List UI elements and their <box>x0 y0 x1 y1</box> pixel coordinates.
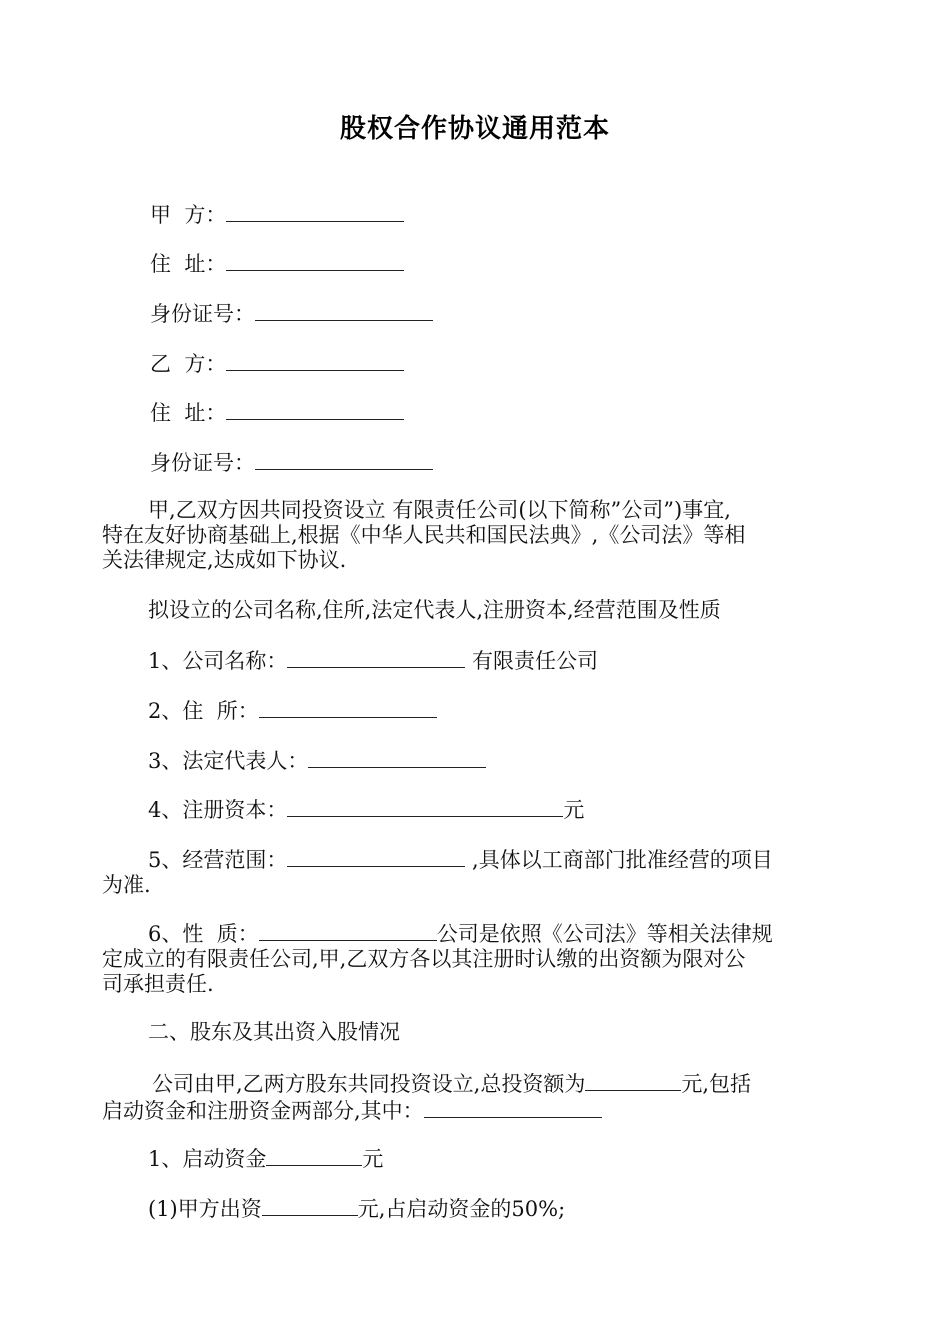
item-4-line <box>148 796 584 823</box>
item-4-blank <box>287 796 563 817</box>
party-b-line <box>150 350 404 377</box>
item-5-suffix: ,具体以工商部门批准经营的项目 <box>465 848 773 872</box>
party-b-label: 乙 方： <box>150 352 227 376</box>
party-a-line <box>150 201 404 228</box>
party-b-blank <box>226 350 404 371</box>
intro-line-2: 特在友好协商基础上,根据《中华人民共和国民法典》,《公司法》等相 <box>102 523 746 547</box>
party-b-address-blank <box>226 399 404 420</box>
item-5-line-2: 为准. <box>102 873 151 897</box>
total-investment-blank <box>585 1070 681 1091</box>
item-6-label: 6、性 质： <box>148 922 259 946</box>
investment-line-2 <box>102 1097 862 1124</box>
party-a-address-blank <box>226 250 404 271</box>
intro-paragraph <box>102 498 862 573</box>
party-a-id-label: 身份证号： <box>150 302 255 326</box>
party-b-id-line <box>150 449 433 476</box>
item-1-label: 1、公司名称： <box>148 649 288 673</box>
party-b-id-blank <box>255 449 433 470</box>
item-3-label: 3、法定代表人： <box>148 749 309 773</box>
party-a-label: 甲 方： <box>150 203 227 227</box>
item-4-label: 4、注册资本： <box>148 798 288 822</box>
item-5-line-1 <box>102 846 862 873</box>
item-2-line <box>148 697 437 724</box>
startup-funds-label: 1、启动资金 <box>148 1147 267 1171</box>
party-a-contribution-suffix: 元,占启动资金的50%; <box>357 1197 566 1221</box>
investment-line-1-b: 元,包括 <box>681 1072 752 1096</box>
item-1-line <box>148 647 598 674</box>
party-a-contribution-blank <box>262 1195 358 1216</box>
party-a-address-label: 住 址： <box>150 252 227 276</box>
investment-paragraph <box>102 1070 862 1124</box>
item-6-blank <box>259 920 437 941</box>
startup-funds-line <box>148 1145 383 1172</box>
startup-funds-suffix: 元 <box>362 1147 384 1171</box>
section-1-heading: 拟设立的公司名称,住所,法定代表人,注册资本,经营范围及性质 <box>148 598 721 622</box>
intro-line-3: 关法律规定,达成如下协议. <box>102 548 347 572</box>
item-3-blank <box>308 747 486 768</box>
document-title: 股权合作协议通用范本 <box>339 114 610 144</box>
party-b-address-label: 住 址： <box>150 401 227 425</box>
item-5-paragraph <box>102 846 862 898</box>
investment-line-2-text: 启动资金和注册资金两部分,其中： <box>102 1099 424 1123</box>
startup-funds-blank <box>266 1145 362 1166</box>
item-5-blank <box>287 846 465 867</box>
item-1-suffix: 有限责任公司 <box>465 649 599 673</box>
investment-line-1 <box>102 1070 862 1097</box>
item-3-line <box>148 747 486 774</box>
investment-detail-blank <box>424 1097 602 1118</box>
party-b-address-line <box>150 399 404 426</box>
item-1-blank <box>287 647 465 668</box>
item-6-paragraph <box>102 920 862 997</box>
item-4-suffix: 元 <box>563 798 585 822</box>
item-6-line-2: 定成立的有限责任公司,甲,乙双方各以其注册时认缴的出资额为限对公 <box>102 947 746 971</box>
party-a-contribution-line <box>148 1195 565 1222</box>
party-a-contribution-label: (1)甲方出资 <box>148 1197 262 1221</box>
party-a-blank <box>226 201 404 222</box>
section-2-heading: 二、股东及其出资入股情况 <box>148 1020 400 1044</box>
investment-line-1-a: 公司由甲,乙两方股东共同投资设立,总投资额为 <box>152 1072 586 1096</box>
party-a-id-line <box>150 300 433 327</box>
item-6-suffix: 公司是依照《公司法》等相关法律规 <box>436 922 773 946</box>
party-a-id-blank <box>255 300 433 321</box>
party-b-id-label: 身份证号： <box>150 451 255 475</box>
item-2-label: 2、住 所： <box>148 699 259 723</box>
party-a-address-line <box>150 250 404 277</box>
item-2-blank <box>259 697 437 718</box>
intro-line-1: 甲,乙双方因共同投资设立 有限责任公司(以下简称”公司”)事宜, <box>148 498 731 522</box>
item-6-line-3: 司承担责任. <box>102 972 214 996</box>
item-5-label: 5、经营范围： <box>148 848 288 872</box>
item-6-line-1 <box>102 920 862 947</box>
